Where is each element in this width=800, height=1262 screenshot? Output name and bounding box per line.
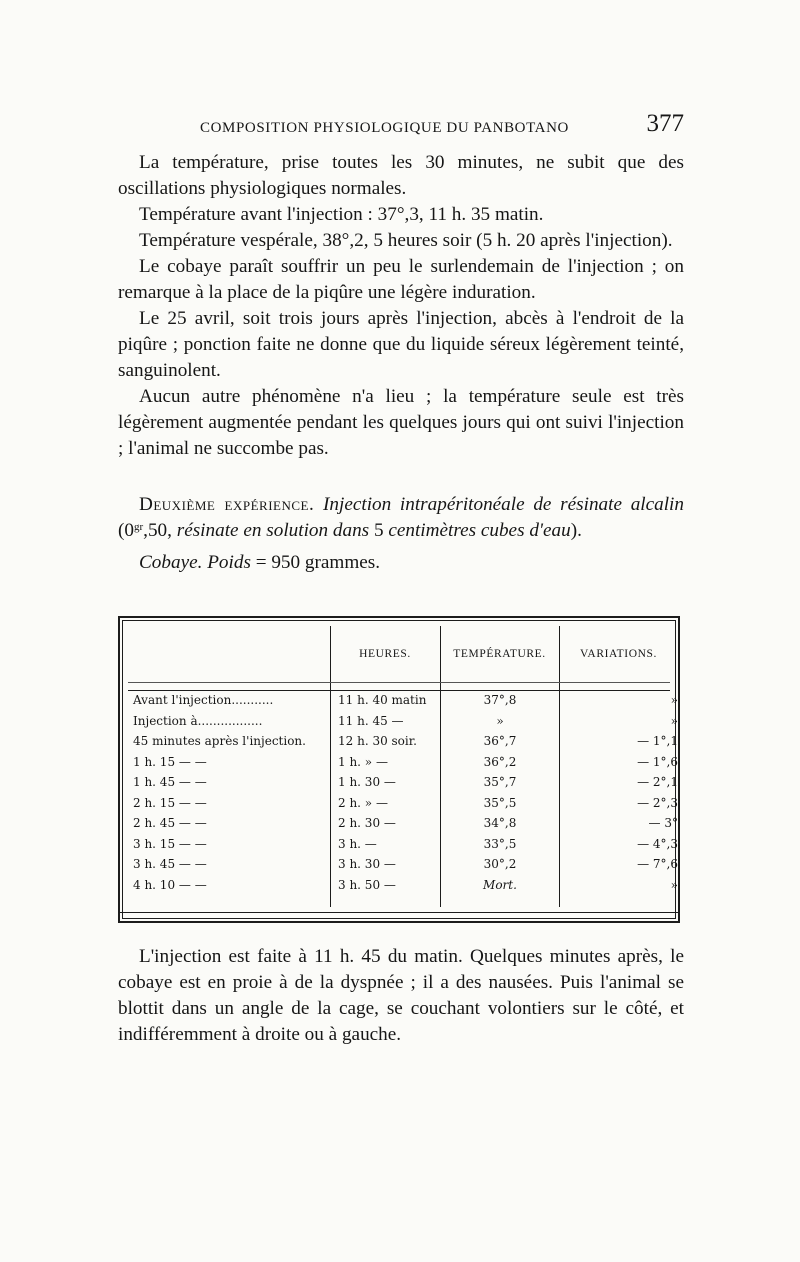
row-label: Injection à................. <box>133 713 263 728</box>
row-label: 3 h. 15 — — <box>133 836 207 851</box>
row-label: Avant l'injection........... <box>133 693 274 707</box>
volume-number: 5 <box>373 520 384 541</box>
dose-open: (0 <box>118 520 134 541</box>
row-temperature: 34°,8 <box>483 816 517 830</box>
table-bottom-rule <box>120 912 678 913</box>
paragraph: La température, prise toutes les 30 minutes, ne subit que des oscillations physiologiques normales. <box>118 152 684 199</box>
row-heure: 2 h. » — <box>338 795 388 810</box>
row-variation: — 1°,1 <box>637 734 678 748</box>
row-heure: 3 h. — <box>338 836 377 851</box>
row-temperature: 33°,5 <box>483 836 517 851</box>
row-heure: 12 h. 30 soir. <box>338 734 417 748</box>
row-label: 3 h. 45 — — <box>133 857 207 871</box>
paragraph: Le 25 avril, soit trois jours après l'injection, abcès à l'endroit de la piqûre ; ponction faite ne donne que du liquide séreux légèrement teinté, sanguinolent. <box>118 308 684 381</box>
paragraph: Le cobaye paraît souffrir un peu le surlendemain de l'injection ; on remarque à la place de la piqûre une légère induration. <box>118 256 684 303</box>
row-heure: 3 h. 30 — <box>338 857 396 871</box>
dose-value: ,50, <box>143 520 172 541</box>
experiment-title-part3: centimètres cubes d'eau <box>388 520 571 541</box>
subject-label: Cobaye. Poids <box>139 552 251 573</box>
row-variation: » <box>670 877 678 892</box>
row-heure: 11 h. 40 matin <box>338 693 427 707</box>
paragraph: Température avant l'injection : 37°,3, 11 h. 35 matin. <box>139 204 544 225</box>
row-temperature: 35°,7 <box>483 775 517 789</box>
page-number: 377 <box>646 110 684 137</box>
row-label: 4 h. 10 — — <box>133 877 207 892</box>
experiment-label: Deuxième expérience. <box>139 494 315 515</box>
row-label: 2 h. 15 — — <box>133 795 207 810</box>
row-temperature: 30°,2 <box>483 857 517 871</box>
row-label: 45 minutes après l'injection. <box>133 734 306 748</box>
header-heures: HEURES. <box>359 648 411 660</box>
subject-weight: = 950 grammes. <box>250 552 381 573</box>
row-temperature: 37°,8 <box>483 693 517 707</box>
experiment-title-part2: résinate en solution dans <box>176 520 370 541</box>
header-temperature: TEMPÉRATURE. <box>453 648 546 660</box>
bottom-paragraphs <box>118 944 684 1048</box>
row-variation: — 1°,6 <box>637 754 678 769</box>
table-row <box>120 711 678 732</box>
experiment-title-part1: Injection intrapéritonéale de résinate alcalin <box>323 494 684 515</box>
row-variation: » <box>670 713 678 728</box>
table-row <box>120 690 678 711</box>
row-variation: — 2°,3 <box>637 795 678 810</box>
row-label: 1 h. 15 — — <box>133 754 207 769</box>
experiment-title <box>118 492 684 544</box>
row-temperature: » <box>496 713 504 728</box>
table-row <box>120 752 678 773</box>
row-variation: — 7°,6 <box>637 857 678 871</box>
table-row <box>120 772 678 793</box>
table-row <box>120 731 678 752</box>
paragraph: Température vespérale, 38°,2, 5 heures soir (5 h. 20 après l'injection). <box>139 230 673 251</box>
experiment-title-end: ). <box>570 520 582 541</box>
row-variation: — 2°,1 <box>637 775 678 789</box>
top-paragraphs <box>118 150 684 462</box>
row-heure: 11 h. 45 — <box>338 713 404 728</box>
row-heure: 1 h. » — <box>338 754 388 769</box>
dose-unit: gr <box>133 521 144 533</box>
subject-line <box>118 550 684 576</box>
running-title: COMPOSITION PHYSIOLOGIQUE DU PANBOTANO <box>200 120 569 136</box>
row-variation: » <box>670 693 678 707</box>
row-temperature: 35°,5 <box>483 795 517 810</box>
row-heure: 3 h. 50 — <box>338 877 396 892</box>
header-variations: VARIATIONS. <box>580 648 657 660</box>
table-row <box>120 854 678 875</box>
paragraph: Aucun autre phénomène n'a lieu ; la température seule est très légèrement augmentée pendant les quelques jours qui ont suivi l'injection ; l'animal ne succombe pas. <box>118 386 684 459</box>
temperature-table <box>118 616 680 923</box>
row-variation: — 4°,3 <box>637 836 678 851</box>
table-row <box>120 813 678 834</box>
table-row <box>120 793 678 814</box>
paragraph: L'injection est faite à 11 h. 45 du matin. Quelques minutes après, le cobaye est en proie à de la dyspnée ; il a des nausées. Puis l'animal se blottit dans un angle de la cage, se couchant volontiers sur le côté, et indifféremment à droite ou à gauche. <box>118 946 684 1045</box>
experiment-heading <box>118 492 684 576</box>
header-rule <box>128 682 670 683</box>
row-heure: 2 h. 30 — <box>338 816 396 830</box>
row-heure: 1 h. 30 — <box>338 775 396 789</box>
row-temperature: 36°,7 <box>483 734 517 748</box>
row-temperature: 36°,2 <box>483 754 517 769</box>
row-variation: — 3° <box>648 816 678 830</box>
running-head <box>118 110 684 144</box>
row-label: 2 h. 45 — — <box>133 816 207 830</box>
row-temperature: Mort. <box>483 877 517 892</box>
table-row <box>120 834 678 855</box>
table-row <box>120 875 678 896</box>
row-label: 1 h. 45 — — <box>133 775 207 789</box>
table-body <box>120 690 678 895</box>
